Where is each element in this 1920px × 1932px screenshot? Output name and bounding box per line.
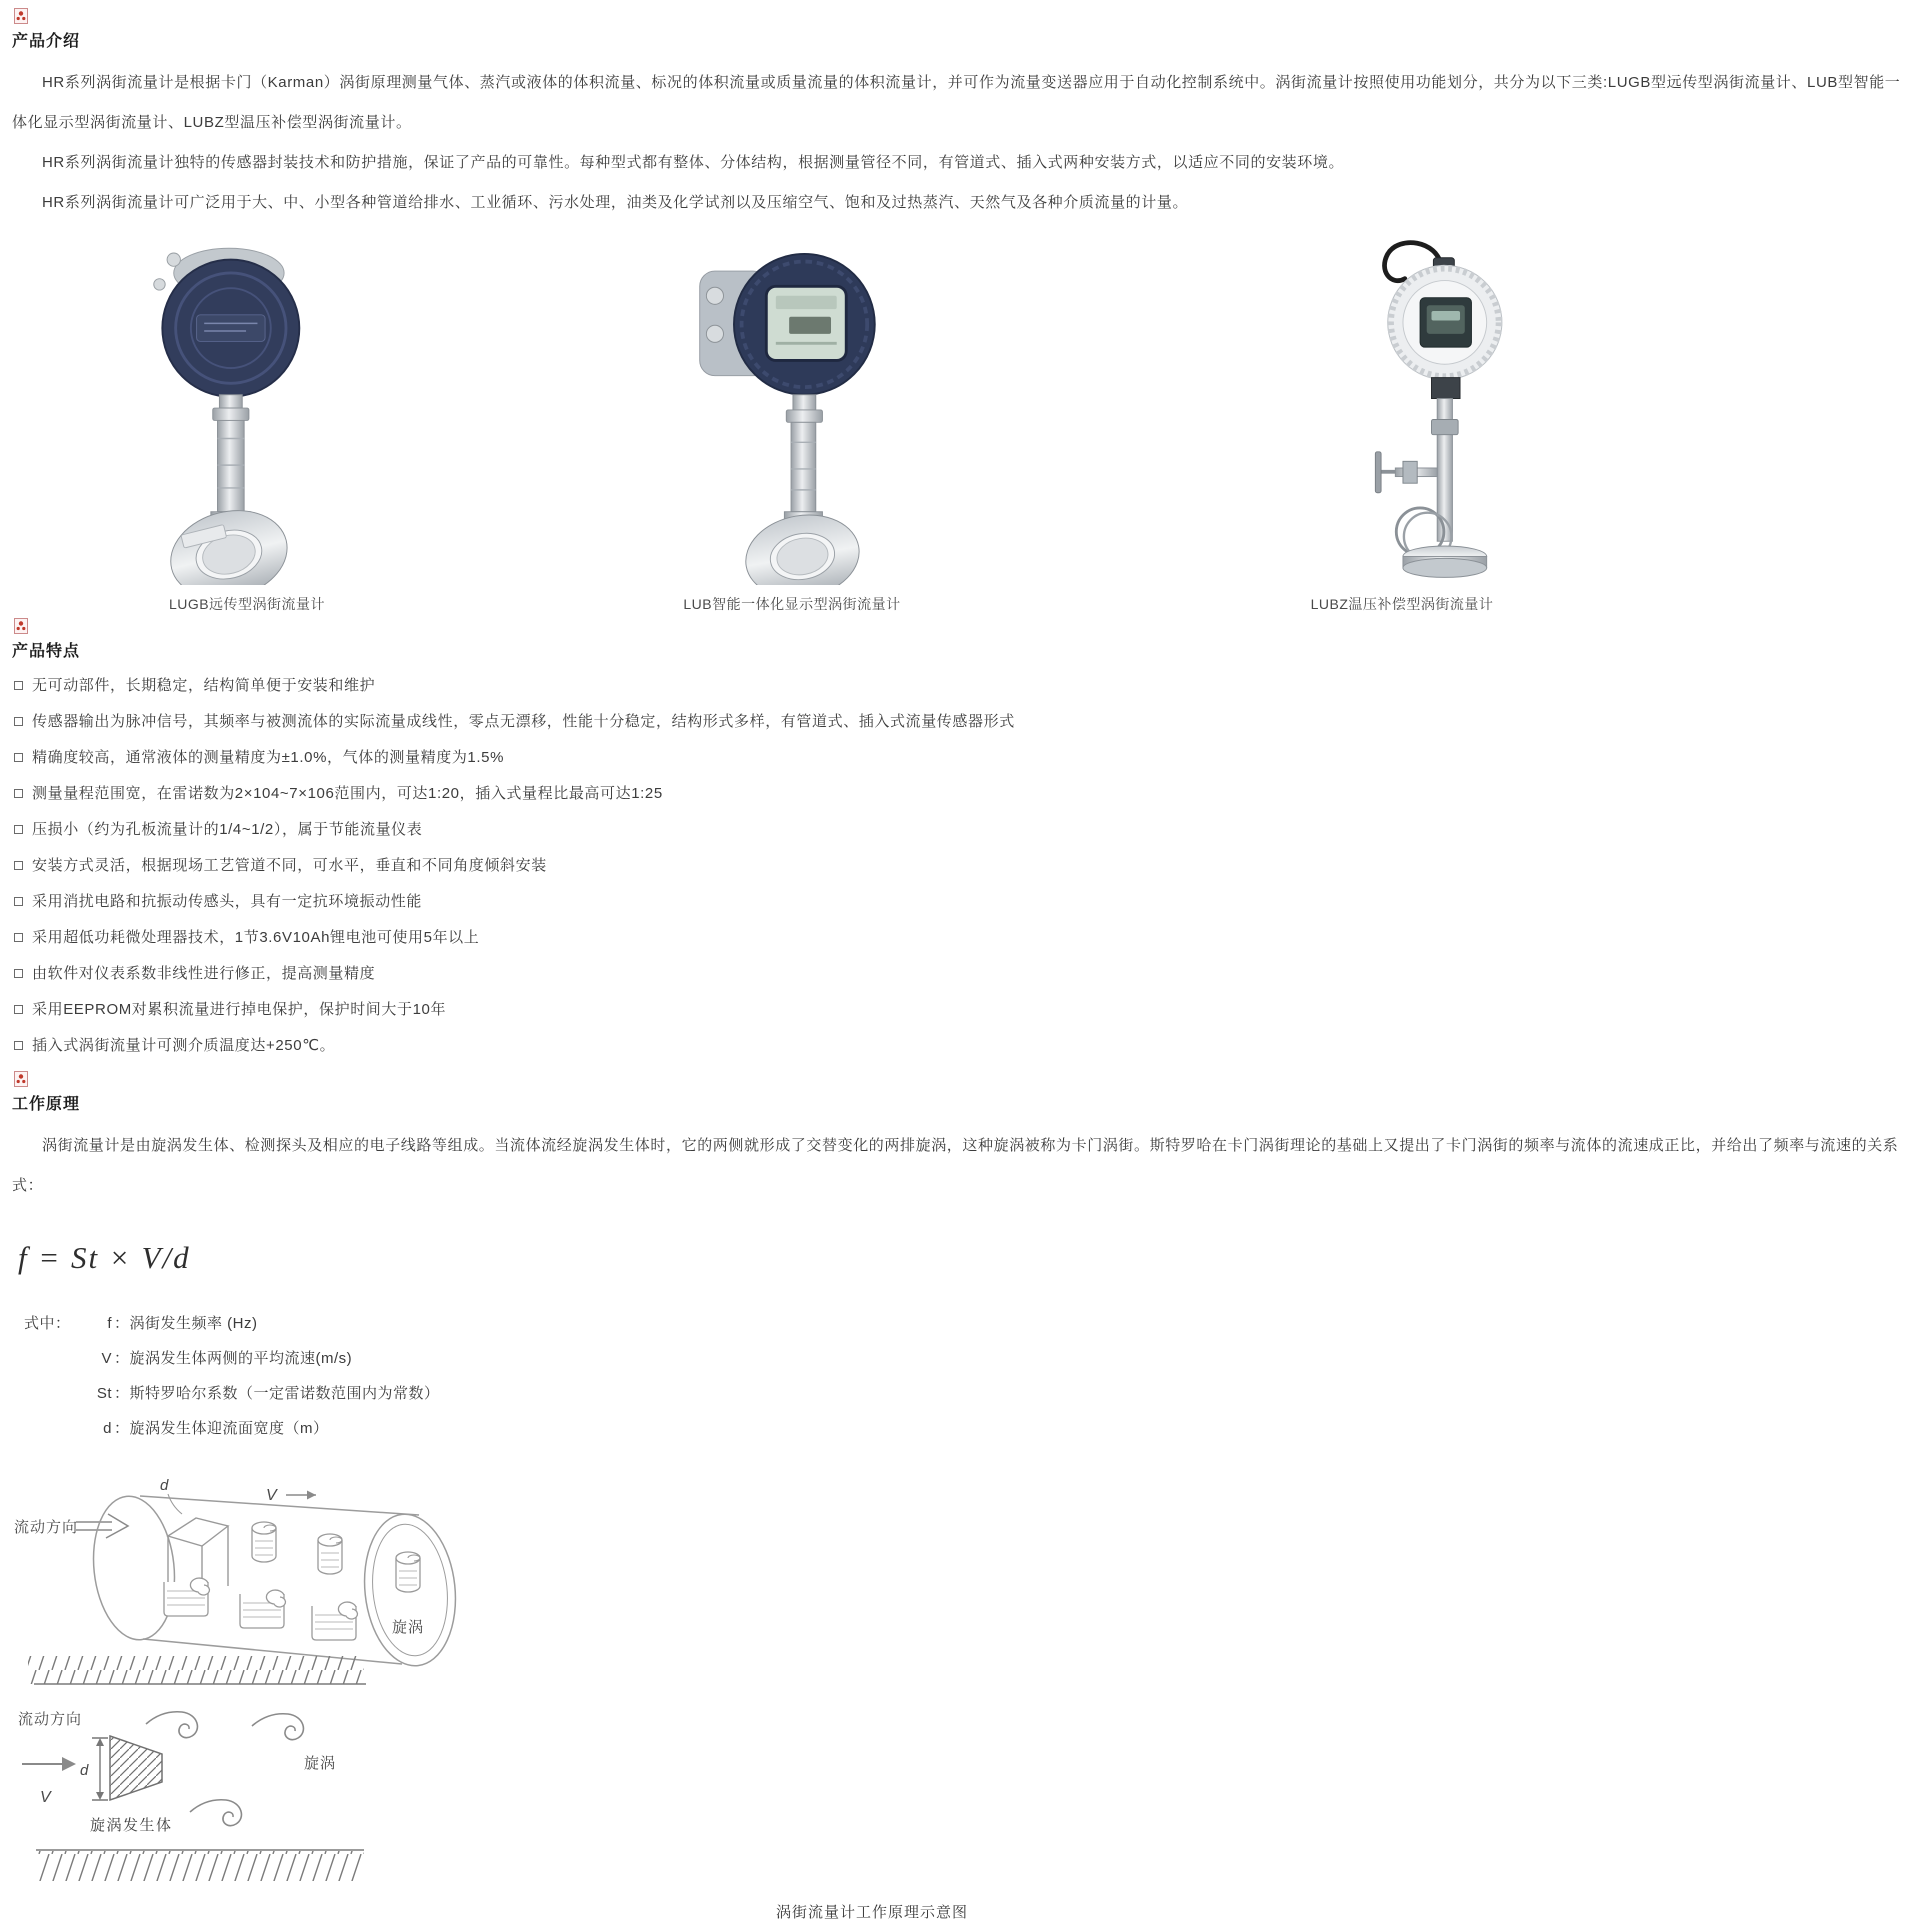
square-bullet-icon: [14, 1041, 23, 1050]
feature-text: 传感器输出为脉冲信号，其频率与被测流体的实际流量成线性，零点无漂移，性能十分稳定，结构形式多样，有管道式、插入式流量传感器形式: [32, 713, 1015, 730]
feature-text: 采用EEPROM对累积流量进行掉电保护，保护时间大于10年: [32, 1001, 447, 1018]
vortex-swirls: [146, 1712, 303, 1826]
intro-paragraph: HR系列涡街流量计是根据卡门（Karman）涡街原理测量气体、蒸汽或液体的体积流量、标况的体积流量或质量流量的体积流量计，并可作为流量变送器应用于自动化控制系统中。涡街流量计按照使用功能划分，共分为以下三类:LUGB型远传型涡街流量计、LUB型智能一体化显示型涡街流量计、LUBZ型温压补偿型涡街流量计。: [12, 74, 1901, 131]
feature-item: [14, 675, 1906, 696]
product-figure-lugb: [12, 233, 482, 614]
product-photos-row: [12, 233, 1906, 614]
feature-text: 压损小（约为孔板流量计的1/4~1/2），属于节能流量仪表: [32, 821, 423, 838]
definition-text: ：涡街发生频率 (Hz): [114, 1315, 258, 1332]
principle-heading: 工作原理: [12, 1096, 81, 1113]
principle-paragraph-wrap: [12, 1126, 1906, 1206]
red-flower-icon: [14, 1071, 28, 1087]
red-flower-icon: [14, 8, 28, 24]
symbol-st: St: [96, 1385, 112, 1402]
feature-text: 由软件对仪表系数非线性进行修正，提高测量精度: [32, 965, 376, 982]
principle-diagram-bluff-body: [12, 1704, 1906, 1891]
product-photo-lubz-temp-pressure-compensated-vortex-flowmeter: [1287, 233, 1517, 585]
features-heading: 产品特点: [12, 643, 81, 660]
definition-row: [24, 1376, 1906, 1411]
formula-definitions: [24, 1306, 1906, 1446]
vortex-generator-diagram: [12, 1704, 412, 1886]
product-figure-lub: [482, 233, 1102, 614]
definition-row: [24, 1411, 1906, 1446]
red-flower-icon: [14, 618, 28, 634]
square-bullet-icon: [14, 1005, 23, 1014]
feature-text: 精确度较高，通常液体的测量精度为±1.0%，气体的测量精度为1.5%: [32, 749, 505, 766]
square-bullet-icon: [14, 861, 23, 870]
vortex-label: 旋涡: [304, 1755, 337, 1772]
vortex-generator-label: 旋涡发生体: [90, 1817, 173, 1834]
definition-row: [24, 1306, 1906, 1341]
velocity-label: V: [40, 1789, 51, 1806]
square-bullet-icon: [14, 969, 23, 978]
flow-direction-label: 流动方向: [18, 1711, 83, 1728]
section-marker-icon: [14, 618, 28, 634]
intro-paragraph: HR系列涡街流量计可广泛用于大、中、小型各种管道给排水、工业循环、污水处理，油类及化学试剂以及压缩空气、饱和及过热蒸汽、天然气及各种介质流量的计量。: [42, 194, 1189, 211]
feature-item: [14, 1035, 1906, 1056]
principle-paragraph: 涡街流量计是由旋涡发生体、检测探头及相应的电子线路等组成。当流体流经旋涡发生体时，它的两侧就形成了交替变化的两排旋涡，这种旋涡被称为卡门涡街。斯特罗哈在卡门涡街理论的基础上又提出了卡门涡街的频率与流体的流速成正比，并给出了频率与流速的关系式：: [12, 1137, 1899, 1194]
feature-item: [14, 963, 1906, 984]
where-label: 式中：: [24, 1315, 71, 1332]
definition-text: ：旋涡发生体迎流面宽度（m）: [114, 1420, 329, 1437]
ground-hatching: [38, 1851, 364, 1881]
flow-direction-label: 流动方向: [14, 1519, 79, 1536]
square-bullet-icon: [14, 825, 23, 834]
product-figure-lubz: [1102, 233, 1702, 614]
square-bullet-icon: [14, 717, 23, 726]
product-photo-lugb-remote-vortex-flowmeter: [132, 233, 362, 585]
product-caption-lubz: LUBZ温压补偿型涡街流量计: [1310, 596, 1494, 612]
strouhal-formula: f = St × V/d: [18, 1240, 191, 1275]
definition-row: [24, 1341, 1906, 1376]
feature-item: [14, 927, 1906, 948]
feature-text: 插入式涡街流量计可测介质温度达+250℃。: [32, 1037, 336, 1054]
square-bullet-icon: [14, 933, 23, 942]
schematic-caption: 涡街流量计工作原理示意图: [775, 1904, 968, 1921]
feature-text: 采用超低功耗微处理器技术，1节3.6V10Ah锂电池可使用5年以上: [32, 929, 480, 946]
principle-diagram-pipe: [12, 1460, 1906, 1700]
definition-text: ：旋涡发生体两侧的平均流速(m/s): [114, 1350, 353, 1367]
velocity-arrow-head: [307, 1491, 316, 1500]
symbol-f: f: [107, 1315, 112, 1332]
feature-item: [14, 999, 1906, 1020]
section-marker-icon: [14, 8, 28, 24]
feature-item: [14, 855, 1906, 876]
d-width-label: d: [160, 1477, 169, 1494]
flow-arrow-head: [62, 1757, 76, 1771]
product-caption-lub: LUB智能一体化显示型涡街流量计: [683, 596, 901, 612]
intro-heading: 产品介绍: [12, 33, 81, 50]
feature-text: 安装方式灵活，根据现场工艺管道不同，可水平，垂直和不同角度倾斜安装: [32, 857, 547, 874]
d-width-label: d: [80, 1762, 89, 1779]
intro-paragraphs: [12, 63, 1906, 223]
square-bullet-icon: [14, 789, 23, 798]
vortex-label: 旋涡: [392, 1619, 425, 1636]
feature-item: [14, 711, 1906, 732]
d-leader-line: [168, 1494, 182, 1514]
ground-hatching: [28, 1656, 364, 1684]
feature-text: 测量量程范围宽，在雷诺数为2×104~7×106范围内，可达1:20，插入式量程比最高可达1:25: [32, 785, 663, 802]
vortex-street-pipe-diagram: [12, 1460, 482, 1695]
symbol-d: d: [103, 1420, 112, 1437]
d-dimension: [92, 1738, 108, 1800]
product-caption-lugb: LUGB远传型涡街流量计: [168, 596, 326, 612]
feature-item: [14, 819, 1906, 840]
product-photo-lub-integrated-display-vortex-flowmeter: [677, 233, 907, 585]
definition-text: ：斯特罗哈尔系数（一定雷诺数范围内为常数）: [114, 1385, 440, 1402]
feature-text: 采用消扰电路和抗振动传感头，具有一定抗环境振动性能: [32, 893, 423, 910]
velocity-label: V: [266, 1487, 277, 1504]
square-bullet-icon: [14, 897, 23, 906]
feature-item: [14, 891, 1906, 912]
feature-list: [12, 675, 1906, 1056]
section-marker-icon: [14, 1071, 28, 1087]
feature-item: [14, 747, 1906, 768]
feature-text: 无可动部件，长期稳定，结构简单便于安装和维护: [32, 677, 376, 694]
symbol-v: V: [101, 1350, 112, 1367]
feature-item: [14, 783, 1906, 804]
square-bullet-icon: [14, 753, 23, 762]
square-bullet-icon: [14, 681, 23, 690]
intro-paragraph: HR系列涡街流量计独特的传感器封装技术和防护措施，保证了产品的可靠性。每种型式都有整体、分体结构，根据测量管径不同，有管道式、插入式两种安装方式，以适应不同的安装环境。: [42, 154, 1345, 171]
vortex-generator-body: [110, 1736, 162, 1800]
